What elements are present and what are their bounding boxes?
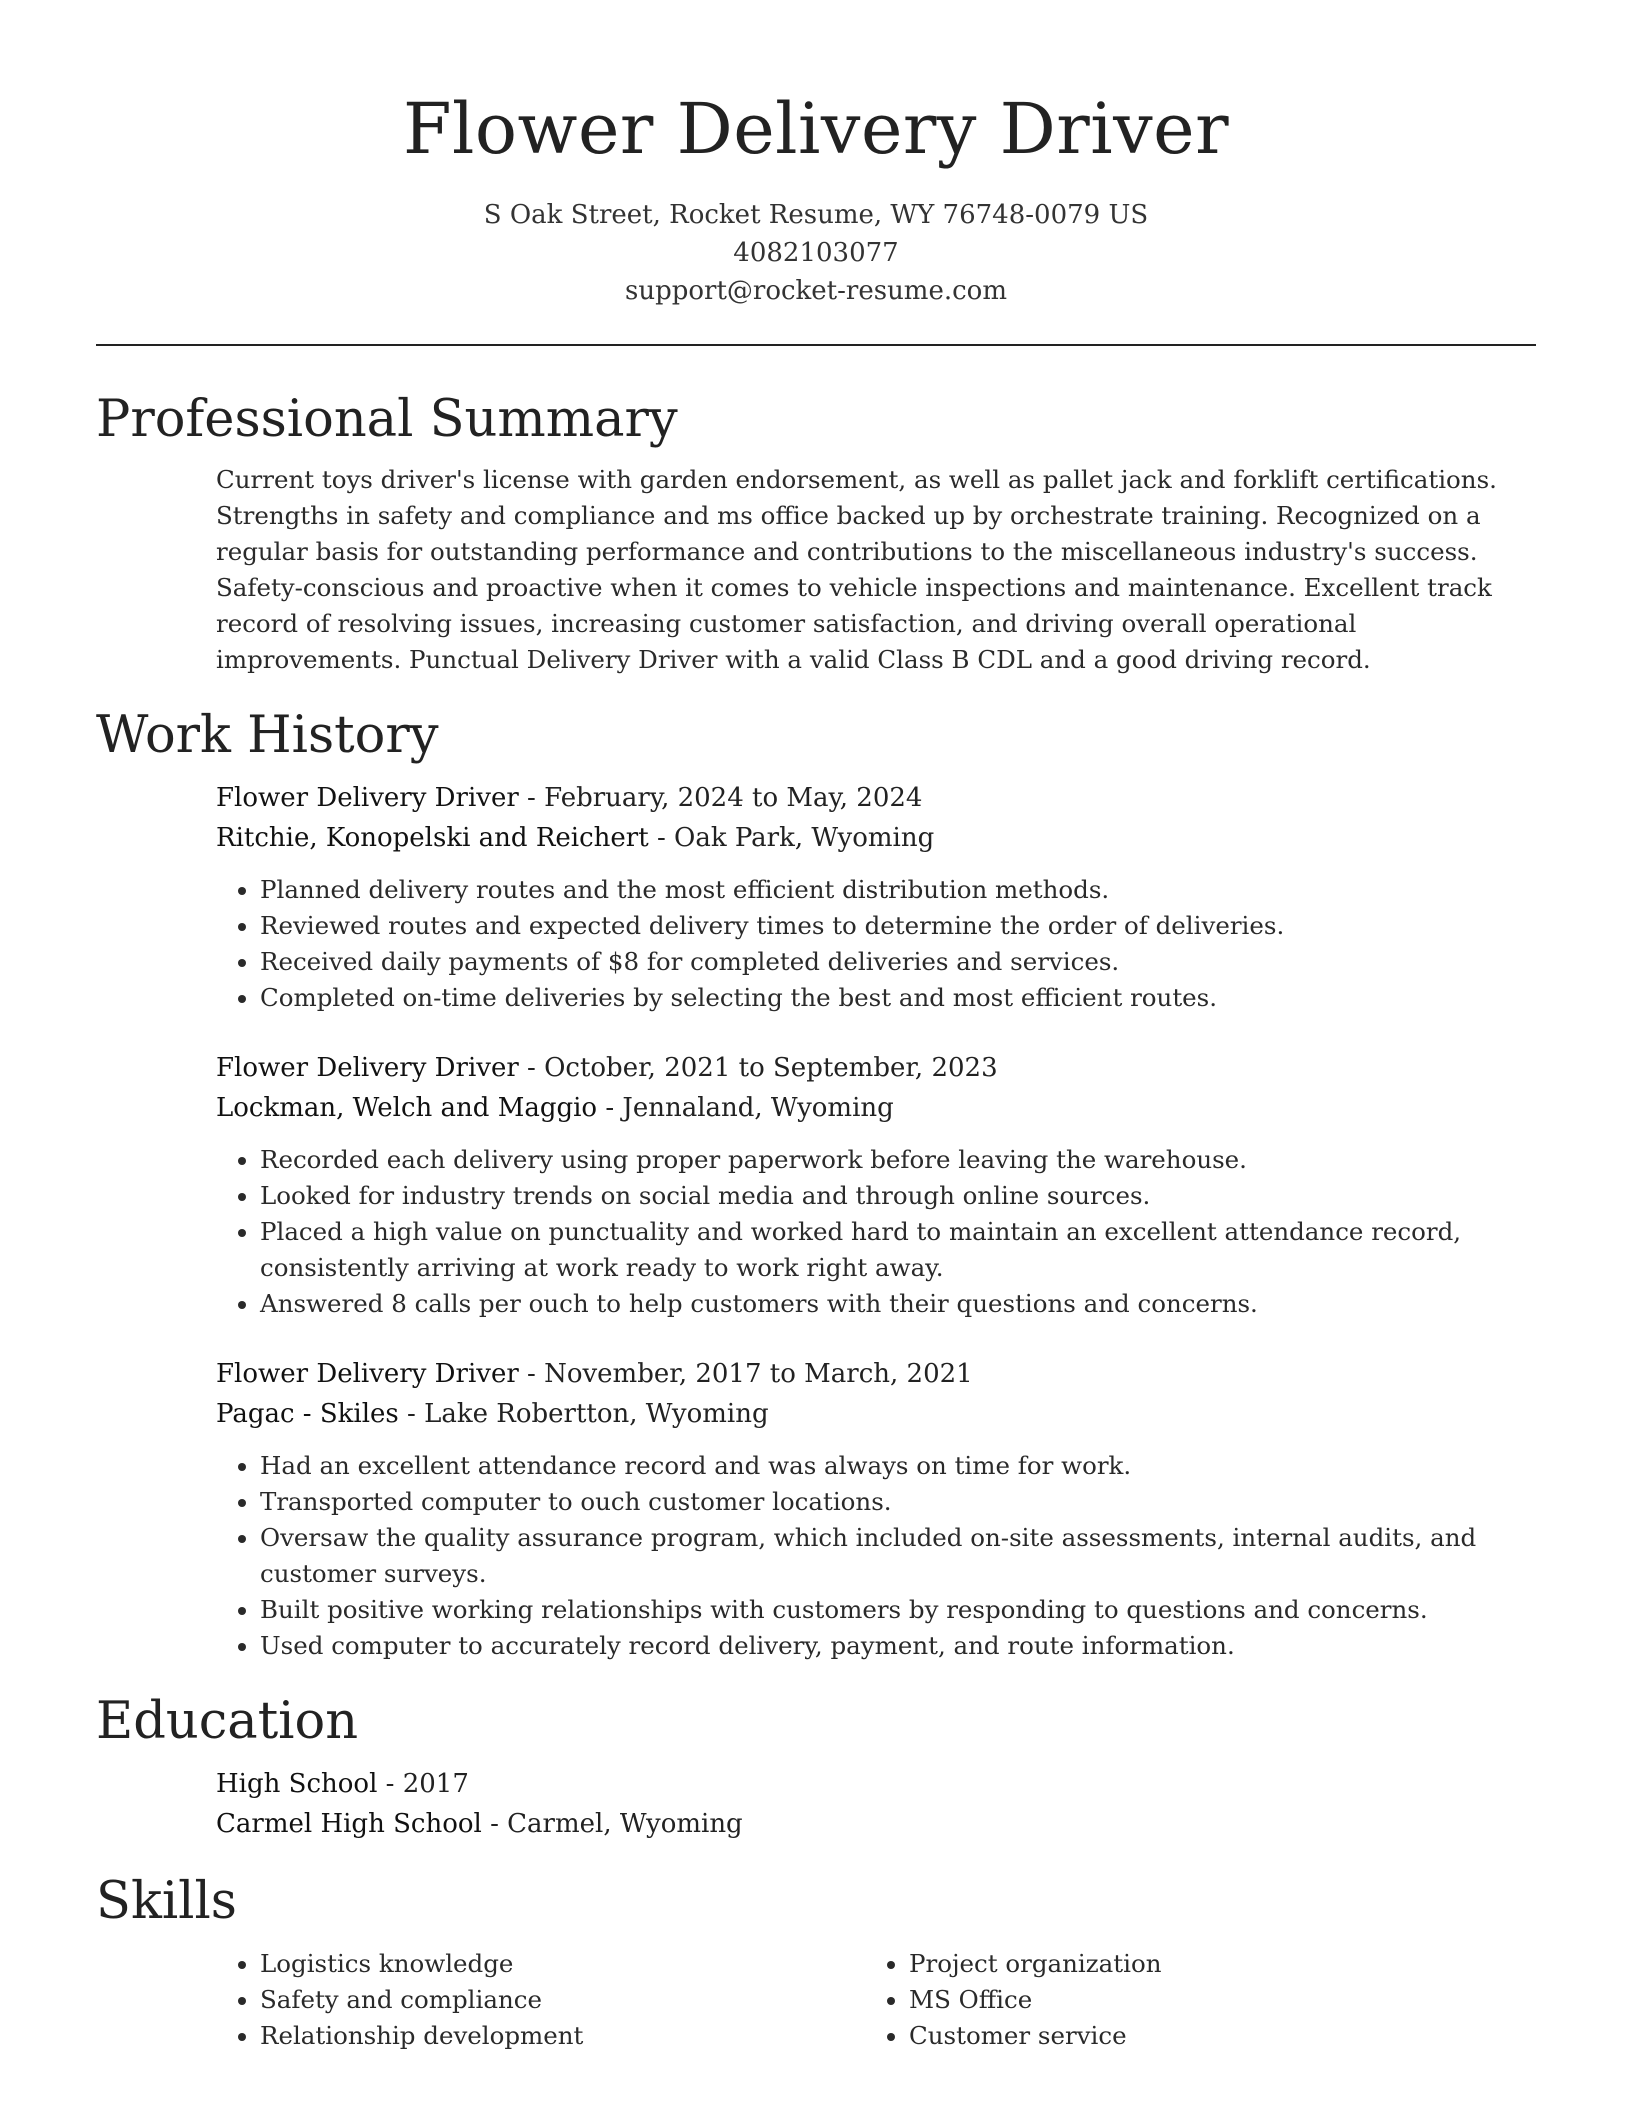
job-company: Ritchie, Konopelski and Reichert	[216, 823, 649, 853]
job-duty: • Built positive working relationships with customers by responding to questions and concerns.	[260, 1592, 1536, 1628]
job-duty: • Recorded each delivery using proper paperwork before leaving the warehouse.	[260, 1142, 1536, 1178]
job-dates: - October, 2021 to September, 2023	[518, 1053, 998, 1083]
section-title-skills: Skills	[96, 1872, 237, 1931]
job-company-line	[216, 818, 1536, 858]
job-duty: • Received daily payments of $8 for completed deliveries and services.	[260, 944, 1536, 980]
education-school: Carmel High School	[216, 1809, 482, 1839]
job-duty: • Oversaw the quality assurance program, which included on-site assessments, internal audits, and customer surveys.	[260, 1520, 1536, 1592]
job-duty: • Answered 8 calls per ouch to help customers with their questions and concerns.	[260, 1286, 1536, 1322]
phone: 4082103077	[733, 238, 899, 268]
job-role: Flower Delivery Driver	[216, 1359, 519, 1389]
job-duty: • Had an excellent attendance record and was always on time for work.	[260, 1448, 1536, 1484]
education-degree: High School	[216, 1769, 378, 1799]
job-company-line	[216, 1394, 1536, 1434]
resume-header	[0, 0, 1632, 310]
skill-item: • Customer service	[909, 2018, 1514, 2054]
job-role: Flower Delivery Driver	[216, 1053, 519, 1083]
job-company-line	[216, 1088, 1536, 1128]
job-duty: • Looked for industry trends on social media and through online sources.	[260, 1178, 1536, 1214]
job-duty: • Reviewed routes and expected delivery times to determine the order of deliveries.	[260, 908, 1536, 944]
skills-section	[96, 1870, 1536, 2054]
education-location: - Carmel, Wyoming	[481, 1809, 743, 1839]
job-dates: - February, 2024 to May, 2024	[518, 783, 923, 813]
skills-grid	[216, 1946, 1536, 2054]
job-duty: • Planned delivery routes and the most efficient distribution methods.	[260, 872, 1536, 908]
job-company: Lockman, Welch and Maggio	[216, 1093, 598, 1123]
education-section	[96, 1690, 1536, 1844]
job-duty: • Transported computer to ouch customer locations.	[260, 1484, 1536, 1520]
job-company: Pagac - Skiles	[216, 1399, 399, 1429]
email: support@rocket-resume.com	[624, 276, 1007, 306]
education-degree-line	[216, 1764, 1536, 1804]
skill-item: • Relationship development	[260, 2018, 865, 2054]
job-location: - Oak Park, Wyoming	[648, 823, 935, 853]
skill-item: • MS Office	[909, 1982, 1514, 2018]
skills-column-right	[865, 1946, 1514, 2054]
job-duty: • Used computer to accurately record delivery, payment, and route information.	[260, 1628, 1536, 1664]
section-title-work-history: Work History	[96, 706, 439, 765]
job-duties	[216, 1142, 1536, 1322]
job-location: - Lake Robertton, Wyoming	[398, 1399, 769, 1429]
summary-text: Current toys driver's license with garden endorsement, as well as pallet jack and forklift certifications. Strengths in safety and compliance and ms office backed up by orchestrate training. Recognized on a regular basis for outstanding performance and contributions to the miscellaneous industry's success. Safety-conscious and proactive when it comes to vehicle inspections and maintenance. Excellent track record of resolving issues, increasing customer satisfaction, and driving overall operational improvements. Punctual Delivery Driver with a valid Class B CDL and a good driving record.	[216, 465, 1497, 674]
skill-item: • Logistics knowledge	[260, 1946, 865, 1982]
address: S Oak Street, Rocket Resume, WY 76748-0079 US	[483, 200, 1149, 230]
summary-section	[96, 388, 1536, 678]
job-duties	[216, 1448, 1536, 1664]
job-dates: - November, 2017 to March, 2021	[518, 1359, 973, 1389]
job-role: Flower Delivery Driver	[216, 783, 519, 813]
skill-item: • Project organization	[909, 1946, 1514, 1982]
job-entry	[216, 1048, 1536, 1322]
section-title-education: Education	[96, 1692, 359, 1751]
job-title-line	[216, 778, 1536, 818]
skills-column-left	[216, 1946, 865, 2054]
job-duty: • Completed on-time deliveries by selecting the best and most efficient routes.	[260, 980, 1536, 1016]
education-year: - 2017	[377, 1769, 469, 1799]
header-divider	[96, 344, 1536, 346]
job-title-line	[216, 1048, 1536, 1088]
job-duty: • Placed a high value on punctuality and worked hard to maintain an excellent attendance record, consistently arriving at work ready to work right away.	[260, 1214, 1536, 1286]
candidate-name: Flower Delivery Driver	[402, 88, 1230, 170]
section-title-summary: Professional Summary	[96, 390, 678, 449]
job-title-line	[216, 1354, 1536, 1394]
contact-info	[0, 196, 1632, 310]
work-history-section	[96, 704, 1536, 1664]
job-entry	[216, 1354, 1536, 1664]
education-school-line	[216, 1804, 1536, 1844]
skill-item: • Safety and compliance	[260, 1982, 865, 2018]
job-entry	[216, 778, 1536, 1016]
job-location: - Jennaland, Wyoming	[597, 1093, 894, 1123]
job-duties	[216, 872, 1536, 1016]
